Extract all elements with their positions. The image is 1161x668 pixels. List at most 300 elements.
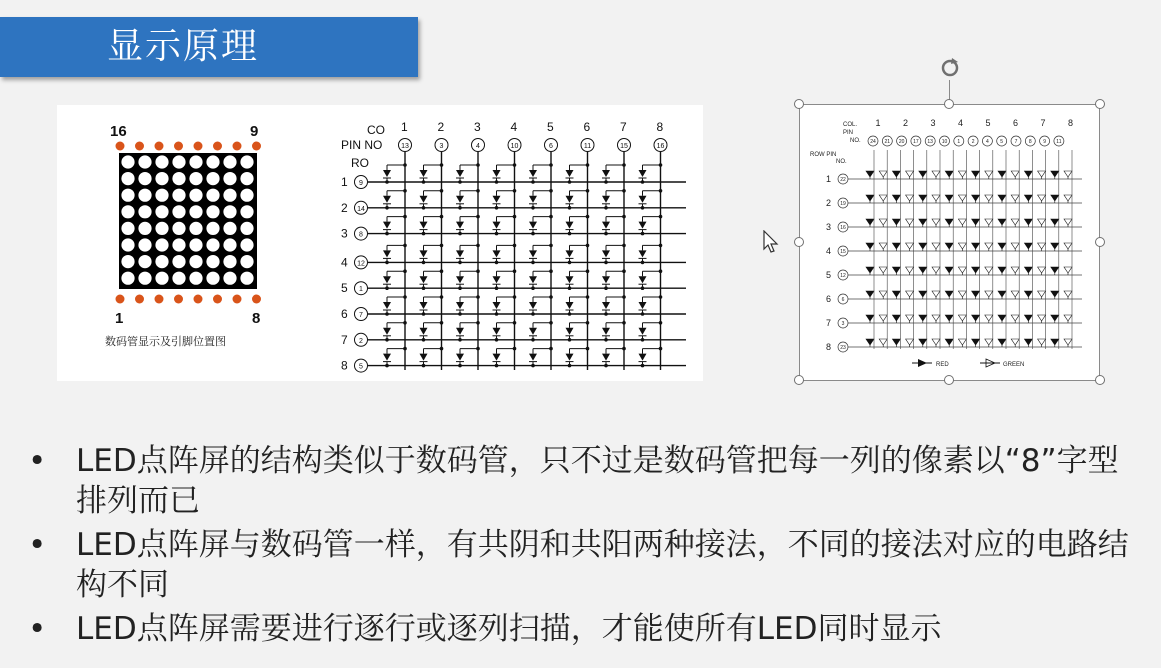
led-diode-icon bbox=[639, 170, 647, 177]
resize-handle-top-right[interactable] bbox=[1095, 99, 1105, 109]
matrix-led bbox=[206, 189, 219, 202]
junction-dot bbox=[586, 295, 590, 299]
led-diode-icon bbox=[879, 339, 887, 345]
column-pin-number: 15 bbox=[620, 143, 628, 150]
top-pin bbox=[213, 142, 222, 151]
led-diode-icon bbox=[972, 243, 980, 249]
column-pin-number: 13 bbox=[927, 139, 933, 145]
row-pin-number: 19 bbox=[840, 201, 846, 207]
top-pin bbox=[135, 142, 144, 151]
bottom-pin bbox=[116, 295, 125, 304]
led-diode-icon bbox=[919, 195, 927, 201]
led-diode-icon bbox=[383, 328, 391, 335]
led-diode-icon bbox=[529, 302, 537, 309]
led-diode-icon bbox=[985, 267, 993, 273]
led-diode-icon bbox=[383, 196, 391, 203]
row-number: 6 bbox=[341, 307, 348, 321]
led-diode-icon bbox=[1024, 339, 1032, 345]
matrix-led bbox=[155, 189, 168, 202]
junction-dot bbox=[641, 312, 645, 316]
pin-no-label: PIN NO bbox=[341, 138, 383, 152]
bottom-pin bbox=[233, 295, 242, 304]
led-diode-icon bbox=[932, 267, 940, 273]
led-diode-icon bbox=[456, 196, 464, 203]
led-diode-icon bbox=[945, 243, 953, 249]
legend-red: RED bbox=[936, 362, 949, 368]
led-diode-icon bbox=[906, 243, 914, 249]
junction-dot bbox=[604, 261, 608, 265]
led-diode-icon bbox=[1051, 219, 1059, 225]
led-diode-icon bbox=[1051, 243, 1059, 249]
top-pin bbox=[233, 142, 242, 151]
led-diode-icon bbox=[529, 250, 537, 257]
matrix-led bbox=[121, 205, 134, 218]
row-number: 1 bbox=[826, 174, 832, 184]
led-diode-icon bbox=[1064, 315, 1072, 321]
led-diode-icon bbox=[919, 243, 927, 249]
junction-dot bbox=[385, 261, 389, 265]
matrix-led bbox=[138, 272, 151, 285]
matrix-led bbox=[121, 255, 134, 268]
led-diode-icon bbox=[998, 171, 1006, 177]
row-number: 7 bbox=[341, 332, 348, 347]
row-pin-number: 15 bbox=[840, 249, 846, 255]
matrix-led bbox=[206, 172, 219, 185]
matrix-led bbox=[172, 172, 185, 185]
led-diode-icon bbox=[1064, 195, 1072, 201]
top-pin bbox=[116, 142, 125, 151]
resize-handle-bottom-left[interactable] bbox=[794, 375, 804, 385]
junction-dot bbox=[549, 215, 553, 219]
led-diode-icon bbox=[1011, 291, 1019, 297]
top-pin bbox=[174, 142, 183, 151]
pinout-diagram bbox=[116, 142, 262, 304]
junction-dot bbox=[440, 295, 444, 299]
junction-dot bbox=[622, 215, 626, 219]
led-diode-icon bbox=[866, 219, 874, 225]
led-diode-icon bbox=[1051, 195, 1059, 201]
led-diode-icon bbox=[958, 291, 966, 297]
led-diode-icon bbox=[1011, 267, 1019, 273]
led-diode-icon bbox=[1011, 195, 1019, 201]
matrix-led bbox=[206, 238, 219, 251]
row-pin-number: 16 bbox=[840, 225, 846, 231]
junction-dot bbox=[568, 364, 572, 368]
matrix-led bbox=[223, 272, 236, 285]
led-diode-icon bbox=[639, 328, 647, 335]
column-number: 4 bbox=[510, 120, 518, 134]
led-diode-icon bbox=[639, 196, 647, 203]
junction-dot bbox=[622, 163, 626, 167]
junction-dot bbox=[440, 189, 444, 193]
led-diode-icon bbox=[566, 222, 574, 229]
led-diode-icon bbox=[985, 243, 993, 249]
led-diode-icon bbox=[420, 328, 428, 335]
junction-dot bbox=[513, 269, 517, 273]
led-diode-icon bbox=[998, 315, 1006, 321]
led-diode-icon bbox=[972, 339, 980, 345]
top-pin bbox=[252, 142, 261, 151]
junction-dot bbox=[568, 286, 572, 290]
junction-dot bbox=[568, 338, 572, 342]
resize-handle-top-left[interactable] bbox=[794, 99, 804, 109]
led-diode-icon bbox=[879, 243, 887, 249]
led-diode-icon bbox=[998, 219, 1006, 225]
junction-dot bbox=[422, 338, 426, 342]
bullet-text: LED点阵屏的结构类似于数码管，只不过是数码管把每一列的像素以“8”字型排列而已 bbox=[76, 443, 1119, 519]
led-diode-icon bbox=[1024, 195, 1032, 201]
column-pin-number: 21 bbox=[884, 139, 891, 145]
led-diode-icon bbox=[866, 315, 874, 321]
junction-dot bbox=[495, 261, 499, 265]
matrix-led bbox=[240, 222, 253, 235]
column-pin-number: 1 bbox=[957, 139, 961, 145]
junction-dot bbox=[403, 163, 407, 167]
led-diode-icon bbox=[639, 354, 647, 361]
led-diode-icon bbox=[892, 243, 900, 249]
selected-schematic-picture[interactable] bbox=[800, 104, 1100, 381]
resize-handle-bottom[interactable] bbox=[944, 375, 954, 385]
junction-dot bbox=[531, 364, 535, 368]
row-number: 3 bbox=[826, 222, 832, 232]
led-diode-icon bbox=[456, 222, 464, 229]
junction-dot bbox=[531, 232, 535, 236]
led-diode-icon bbox=[945, 171, 953, 177]
matrix-led bbox=[121, 155, 134, 168]
led-diode-icon bbox=[566, 196, 574, 203]
column-pin-number: 13 bbox=[401, 143, 409, 150]
junction-dot bbox=[622, 295, 626, 299]
led-diode-icon bbox=[945, 315, 953, 321]
row-number: 4 bbox=[826, 246, 832, 256]
junction-dot bbox=[476, 347, 480, 351]
led-diode-icon bbox=[456, 170, 464, 177]
row-pin-number: 12 bbox=[840, 273, 846, 279]
col-label: COL. bbox=[843, 122, 858, 128]
junction-dot bbox=[495, 180, 499, 184]
bottom-pin bbox=[174, 295, 183, 304]
row-pin-number: 9 bbox=[359, 180, 363, 187]
led-diode-icon bbox=[958, 339, 966, 345]
junction-dot bbox=[531, 206, 535, 210]
junction-dot bbox=[476, 215, 480, 219]
junction-dot bbox=[531, 286, 535, 290]
column-pin-number: 10 bbox=[510, 143, 519, 150]
junction-dot bbox=[440, 215, 444, 219]
junction-dot bbox=[495, 286, 499, 290]
junction-dot bbox=[549, 244, 553, 248]
selected-schematic-figure bbox=[800, 104, 1100, 381]
matrix-led bbox=[155, 272, 168, 285]
led-diode-icon bbox=[919, 315, 927, 321]
led-diode-icon bbox=[919, 171, 927, 177]
column-pin-number: 6 bbox=[549, 143, 553, 150]
junction-dot bbox=[440, 347, 444, 351]
led-diode-icon bbox=[932, 171, 940, 177]
matrix-led bbox=[155, 205, 168, 218]
junction-dot bbox=[458, 312, 462, 316]
column-number: 2 bbox=[902, 118, 909, 128]
led-diode-icon bbox=[945, 291, 953, 297]
led-diode-icon bbox=[1064, 243, 1072, 249]
junction-dot bbox=[586, 321, 590, 325]
led-diode-icon bbox=[1024, 243, 1032, 249]
led-diode-icon bbox=[906, 267, 914, 273]
led-diode-icon bbox=[529, 354, 537, 361]
led-diode-icon bbox=[456, 302, 464, 309]
junction-dot bbox=[458, 206, 462, 210]
column-number: 1 bbox=[401, 120, 408, 134]
junction-dot bbox=[659, 269, 663, 273]
col-pin-label: PIN bbox=[843, 130, 854, 136]
led-diode-icon bbox=[998, 267, 1006, 273]
led-diode-icon bbox=[919, 339, 927, 345]
column-number: 2 bbox=[437, 120, 445, 134]
row-number: 2 bbox=[341, 200, 348, 215]
led-diode-icon bbox=[866, 195, 874, 201]
matrix-led bbox=[121, 238, 134, 251]
led-diode-icon bbox=[529, 276, 537, 283]
junction-dot bbox=[641, 364, 645, 368]
led-diode-icon bbox=[945, 339, 953, 345]
matrix-led bbox=[155, 255, 168, 268]
junction-dot bbox=[403, 347, 407, 351]
matrix-led bbox=[189, 205, 202, 218]
matrix-led bbox=[121, 272, 134, 285]
column-number: 4 bbox=[957, 118, 964, 128]
row-no-label: NO. bbox=[836, 159, 847, 165]
matrix-led bbox=[172, 189, 185, 202]
led-diode-icon bbox=[1038, 267, 1046, 273]
matrix-led bbox=[155, 222, 168, 235]
row-number: 8 bbox=[341, 358, 348, 373]
led-diode-icon bbox=[972, 219, 980, 225]
junction-dot bbox=[458, 261, 462, 265]
matrix-led bbox=[121, 172, 134, 185]
junction-dot bbox=[549, 269, 553, 273]
led-diode-icon bbox=[383, 222, 391, 229]
row-number: 5 bbox=[826, 270, 832, 280]
column-number: 7 bbox=[620, 120, 627, 134]
led-diode-icon bbox=[879, 291, 887, 297]
junction-dot bbox=[385, 206, 389, 210]
row-pin-number: 3 bbox=[841, 321, 845, 327]
resize-handle-top[interactable] bbox=[944, 99, 954, 109]
led-diode-icon bbox=[958, 219, 966, 225]
led-diode-icon bbox=[906, 339, 914, 345]
led-diode-icon bbox=[945, 195, 953, 201]
led-diode-icon bbox=[892, 195, 900, 201]
pin-1-label: 1 bbox=[115, 310, 124, 327]
junction-dot bbox=[513, 215, 517, 219]
junction-dot bbox=[659, 163, 663, 167]
led-diode-icon bbox=[958, 195, 966, 201]
junction-dot bbox=[659, 215, 663, 219]
junction-dot bbox=[586, 215, 590, 219]
led-matrix-picture[interactable] bbox=[57, 105, 703, 381]
junction-dot bbox=[549, 321, 553, 325]
led-diode-icon bbox=[1011, 171, 1019, 177]
junction-dot bbox=[422, 364, 426, 368]
junction-dot bbox=[586, 189, 590, 193]
junction-dot bbox=[604, 286, 608, 290]
bullet-dot: • bbox=[28, 611, 47, 647]
junction-dot bbox=[513, 321, 517, 325]
led-diode-icon bbox=[892, 315, 900, 321]
led-diode-icon bbox=[529, 170, 537, 177]
led-diode-icon bbox=[639, 302, 647, 309]
led-diode-icon bbox=[958, 171, 966, 177]
led-diode-icon bbox=[602, 276, 610, 283]
junction-dot bbox=[403, 189, 407, 193]
led-diode-icon bbox=[420, 250, 428, 257]
junction-dot bbox=[385, 286, 389, 290]
column-number: 5 bbox=[985, 118, 991, 128]
bottom-pin bbox=[155, 295, 164, 304]
led-diode-icon bbox=[1038, 171, 1046, 177]
row-pin-number: 12 bbox=[357, 260, 365, 268]
schematic-grid bbox=[826, 118, 1082, 352]
led-diode-icon bbox=[866, 243, 874, 249]
resize-handle-right[interactable] bbox=[1095, 237, 1105, 247]
junction-dot bbox=[476, 244, 480, 248]
junction-dot bbox=[641, 286, 645, 290]
led-diode-icon bbox=[493, 354, 501, 361]
led-diode-icon bbox=[1038, 195, 1046, 201]
led-diode-icon bbox=[932, 291, 940, 297]
column-pin-number: 17 bbox=[913, 139, 919, 145]
matrix-led bbox=[138, 172, 151, 185]
led-diode-icon bbox=[945, 219, 953, 225]
led-diode-icon bbox=[383, 276, 391, 283]
led-diode-icon bbox=[383, 302, 391, 309]
matrix-led bbox=[223, 172, 236, 185]
bottom-pin bbox=[252, 295, 261, 304]
led-diode-icon bbox=[1011, 219, 1019, 225]
ro-label: RO bbox=[351, 156, 369, 170]
junction-dot bbox=[549, 347, 553, 351]
junction-dot bbox=[513, 244, 517, 248]
led-diode-icon bbox=[493, 250, 501, 257]
junction-dot bbox=[586, 269, 590, 273]
column-pin-number: 4 bbox=[986, 139, 989, 145]
led-diode-icon bbox=[1051, 171, 1059, 177]
led-diode-icon bbox=[879, 315, 887, 321]
junction-dot bbox=[385, 338, 389, 342]
rotate-handle-icon[interactable] bbox=[938, 56, 962, 80]
led-diode-icon bbox=[879, 195, 887, 201]
led-diode-icon bbox=[1024, 291, 1032, 297]
matrix-led bbox=[138, 222, 151, 235]
row-number: 5 bbox=[341, 281, 348, 296]
led-diode-icon bbox=[892, 339, 900, 345]
junction-dot bbox=[549, 295, 553, 299]
resize-handle-bottom-right[interactable] bbox=[1095, 375, 1105, 385]
column-number: 8 bbox=[1067, 118, 1074, 128]
junction-dot bbox=[422, 232, 426, 236]
matrix-led bbox=[189, 255, 202, 268]
junction-dot bbox=[385, 180, 389, 184]
junction-dot bbox=[385, 312, 389, 316]
junction-dot bbox=[659, 347, 663, 351]
junction-dot bbox=[531, 261, 535, 265]
matrix-led bbox=[155, 238, 168, 251]
junction-dot bbox=[604, 206, 608, 210]
junction-dot bbox=[476, 189, 480, 193]
matrix-led bbox=[138, 189, 151, 202]
matrix-led bbox=[172, 155, 185, 168]
led-diode-icon bbox=[998, 291, 1006, 297]
led-diode-icon bbox=[602, 250, 610, 257]
column-pin-number: 3 bbox=[439, 143, 444, 150]
led-diode-icon bbox=[998, 243, 1006, 249]
matrix-led bbox=[172, 205, 185, 218]
led-diode-icon bbox=[1064, 339, 1072, 345]
junction-dot bbox=[531, 338, 535, 342]
junction-dot bbox=[586, 347, 590, 351]
column-number: 6 bbox=[583, 120, 591, 134]
pin-8-label: 8 bbox=[252, 310, 261, 327]
row-number: 3 bbox=[341, 226, 348, 241]
led-diode-icon bbox=[1011, 315, 1019, 321]
column-pin-number: 9 bbox=[1043, 139, 1046, 145]
resize-handle-left[interactable] bbox=[794, 237, 804, 247]
co-label: CO bbox=[367, 123, 385, 137]
junction-dot bbox=[422, 206, 426, 210]
junction-dot bbox=[403, 321, 407, 325]
led-diode-icon bbox=[906, 219, 914, 225]
junction-dot bbox=[622, 321, 626, 325]
pinout-caption: 数码管显示及引脚位置图 bbox=[105, 336, 226, 348]
led-diode-icon bbox=[1038, 315, 1046, 321]
column-pin-number: 4 bbox=[476, 143, 480, 150]
row-number: 2 bbox=[826, 198, 832, 208]
led-diode-icon bbox=[932, 339, 940, 345]
junction-dot bbox=[495, 206, 499, 210]
led-diode-icon bbox=[529, 222, 537, 229]
matrix-led bbox=[172, 238, 185, 251]
led-diode-icon bbox=[566, 302, 574, 309]
junction-dot bbox=[659, 321, 663, 325]
led-diode-icon bbox=[958, 267, 966, 273]
matrix-panel bbox=[119, 153, 257, 289]
led-diode-icon bbox=[639, 276, 647, 283]
led-diode-icon bbox=[932, 219, 940, 225]
led-diode-icon bbox=[906, 315, 914, 321]
led-diode-icon bbox=[602, 328, 610, 335]
led-diode-icon bbox=[866, 339, 874, 345]
schematic-diagram bbox=[341, 120, 686, 373]
junction-dot bbox=[403, 244, 407, 248]
junction-dot bbox=[622, 189, 626, 193]
led-diode-icon bbox=[932, 195, 940, 201]
led-diode-icon bbox=[985, 291, 993, 297]
led-diode-icon bbox=[919, 291, 927, 297]
led-diode-icon bbox=[456, 250, 464, 257]
junction-dot bbox=[568, 312, 572, 316]
led-diode-icon bbox=[639, 250, 647, 257]
matrix-led bbox=[206, 272, 219, 285]
junction-dot bbox=[476, 295, 480, 299]
led-diode-icon bbox=[866, 171, 874, 177]
bullet-item bbox=[28, 525, 1148, 605]
junction-dot bbox=[531, 180, 535, 184]
led-diode-icon bbox=[1051, 267, 1059, 273]
column-pin-number: 7 bbox=[1014, 139, 1018, 145]
junction-dot bbox=[440, 244, 444, 248]
matrix-led bbox=[240, 272, 253, 285]
matrix-led bbox=[172, 272, 185, 285]
